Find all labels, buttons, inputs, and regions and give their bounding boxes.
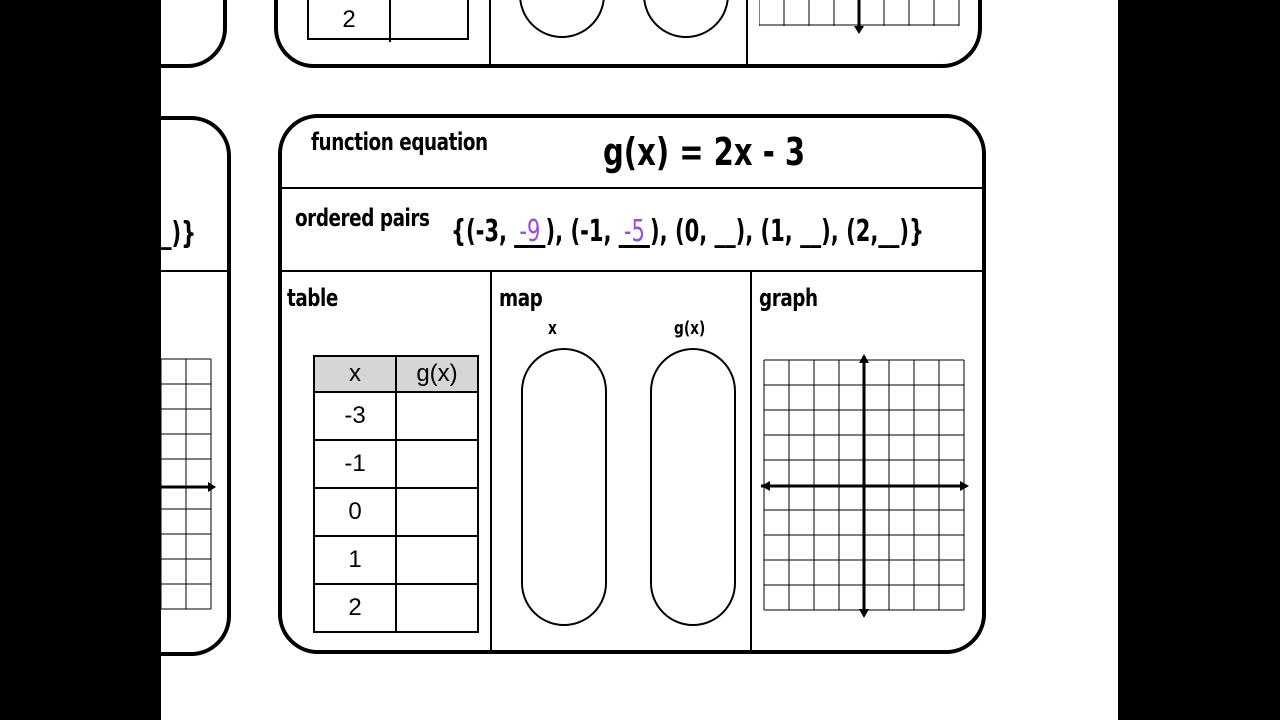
table-cell-x: -1 bbox=[314, 440, 396, 488]
table-header-x: x bbox=[314, 356, 396, 392]
map-x-label: x bbox=[548, 318, 557, 339]
table-cell-x: 2 bbox=[314, 584, 396, 632]
map-label: map bbox=[499, 284, 543, 312]
table-map-divider bbox=[490, 271, 492, 650]
top-left-card bbox=[161, 0, 227, 68]
pairs-divider bbox=[280, 270, 984, 272]
coordinate-grid[interactable] bbox=[757, 352, 973, 622]
table-label: table bbox=[287, 284, 338, 312]
table-row bbox=[314, 440, 478, 488]
table-cell-gx[interactable] bbox=[396, 536, 478, 584]
worksheet-page bbox=[161, 0, 1118, 720]
top-card-divider bbox=[746, 0, 748, 64]
left-card-pairs-tail: _)} bbox=[161, 216, 197, 251]
table-cell-gx[interactable] bbox=[396, 488, 478, 536]
table-cell-gx[interactable] bbox=[396, 584, 478, 632]
top-table-cell: 2 bbox=[342, 6, 356, 33]
top-graph-grid bbox=[759, 0, 969, 36]
table-row bbox=[314, 488, 478, 536]
function-equation: g(x) = 2x - 3 bbox=[603, 130, 806, 174]
table-cell-gx[interactable] bbox=[396, 440, 478, 488]
table-cell-x: 1 bbox=[314, 536, 396, 584]
table-cell-x: -3 bbox=[314, 392, 396, 440]
map-graph-divider bbox=[750, 271, 752, 650]
equation-divider bbox=[280, 187, 984, 189]
table-cell-x: 0 bbox=[314, 488, 396, 536]
table-row bbox=[314, 536, 478, 584]
pair-1-answer[interactable] bbox=[514, 214, 545, 249]
pairs-mid: ), (-1, bbox=[545, 214, 619, 249]
top-card-divider bbox=[489, 0, 491, 64]
table-header-row bbox=[314, 356, 478, 392]
table-row bbox=[314, 584, 478, 632]
ordered-pairs bbox=[451, 214, 924, 249]
top-card-table bbox=[307, 0, 469, 40]
map-domain-oval[interactable] bbox=[521, 348, 607, 626]
equation-label: function equation bbox=[311, 128, 488, 156]
left-card-divider bbox=[161, 270, 227, 272]
map-gx-label: g(x) bbox=[674, 318, 706, 339]
table-header-gx: g(x) bbox=[396, 356, 478, 392]
graph-label: graph bbox=[759, 284, 818, 312]
pair-2-value: -5 bbox=[623, 214, 645, 249]
table-row bbox=[314, 392, 478, 440]
pair-2-answer[interactable] bbox=[619, 214, 650, 249]
pairs-open: {(-3, bbox=[451, 214, 515, 249]
table-cell-gx[interactable] bbox=[396, 392, 478, 440]
map-range-oval[interactable] bbox=[650, 348, 736, 626]
left-card-graph bbox=[161, 356, 221, 618]
ordered-pairs-label: ordered pairs bbox=[295, 204, 430, 232]
pairs-rest: ), (0, __), (1, __), (2,__)} bbox=[650, 214, 925, 249]
function-table bbox=[313, 355, 479, 633]
pair-1-value: -9 bbox=[519, 214, 541, 249]
